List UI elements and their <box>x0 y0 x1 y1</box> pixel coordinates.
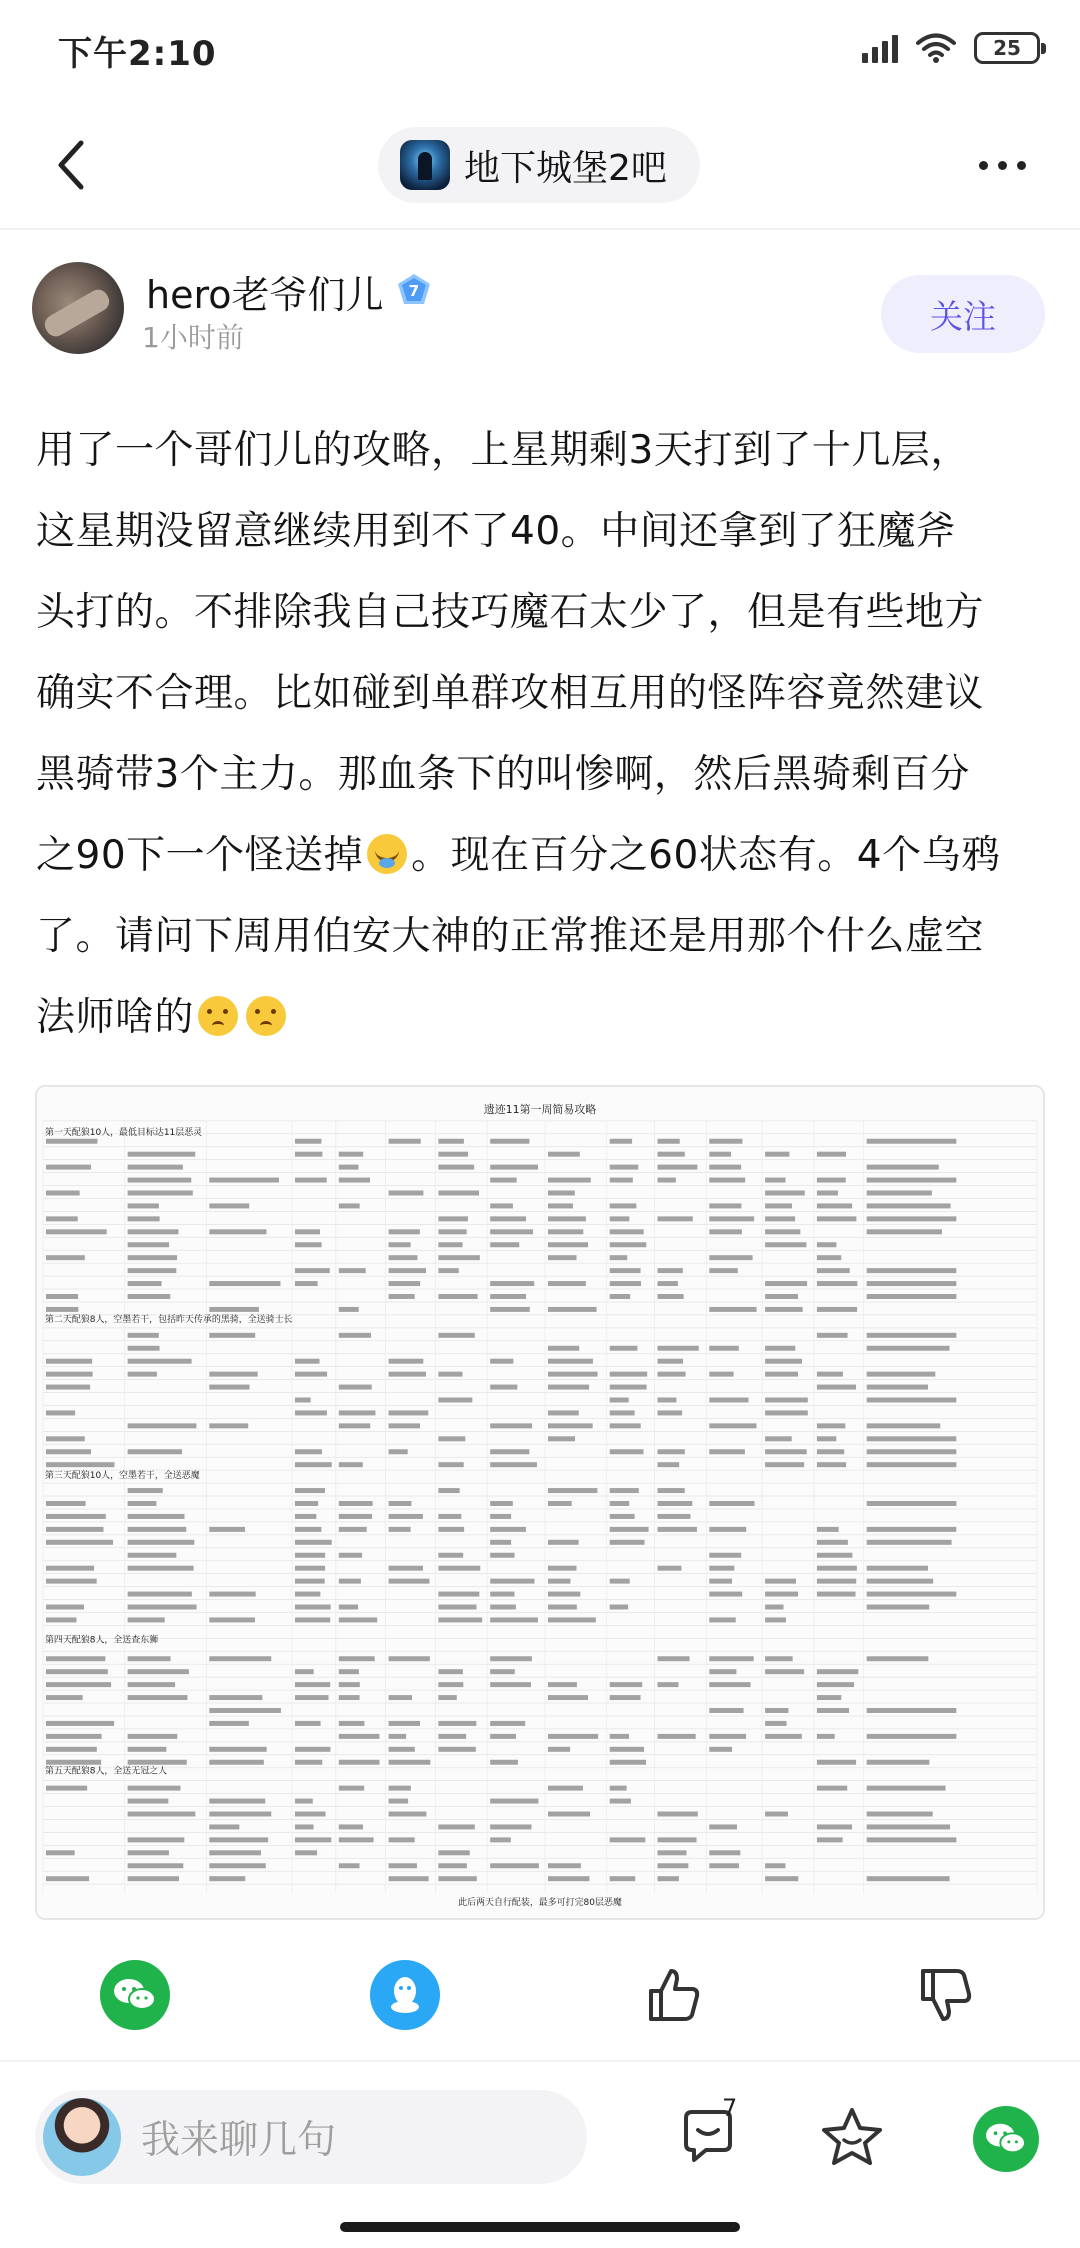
comment-count: 7 <box>722 2094 738 2122</box>
image-section-label: 第五天配狼8人，全送无冠之人 <box>44 1766 168 1777</box>
post-line: 确实不合理。比如碰到单群攻相互用的怪阵容竟然建议 <box>36 671 985 716</box>
comment-placeholder: 我来聊几句 <box>141 2118 337 2163</box>
post-line-part: 法师啥的 <box>36 995 195 1040</box>
post-image[interactable] <box>35 1085 1045 1920</box>
forum-name: 地下城堡2吧 <box>464 147 667 189</box>
follow-button[interactable]: 关注 <box>881 275 1045 353</box>
back-arrow-icon <box>53 139 89 191</box>
post-line: 用了一个哥们儿的攻略，上星期剩3天打到了十几层， <box>36 428 970 473</box>
post-line: 了。请问下周用伯安大神的正常推还是用那个什么虚空 <box>36 914 985 959</box>
image-section-label: 第二天配狼8人，空墨若干，包括昨天传承的黑骑，全送骑士长 <box>44 1314 293 1325</box>
post-time: 1小时前 <box>142 321 244 354</box>
image-grid <box>43 1121 1037 1893</box>
post-line-with-emoji <box>36 815 1046 896</box>
wechat-icon[interactable] <box>973 2106 1039 2172</box>
back-button[interactable] <box>36 130 106 200</box>
image-footer-label: 此后两天自行配装，最多可打完80层恶魔 <box>458 1898 622 1909</box>
post-line-with-emoji <box>36 977 1046 1058</box>
thumbs-up-icon[interactable] <box>638 1960 708 2030</box>
wechat-share-icon[interactable] <box>100 1960 170 2030</box>
qq-share-icon[interactable] <box>370 1960 440 2030</box>
shy-emoji <box>198 996 238 1036</box>
battery-icon <box>974 32 1040 64</box>
crying-emoji <box>367 834 407 874</box>
status-bar <box>0 0 1080 100</box>
post-line-part: 之90下一个怪送掉 <box>36 833 364 878</box>
author-name[interactable]: hero老爷们儿 <box>146 273 384 317</box>
level-number: 7 <box>408 282 420 300</box>
author-row <box>0 232 1080 382</box>
post-line: 头打的。不排除我自己技巧魔石太少了，但是有些地方 <box>36 590 985 635</box>
author-avatar[interactable] <box>32 262 124 354</box>
more-dots-icon[interactable] <box>962 138 1042 192</box>
strategy-table-image <box>37 1087 1043 1918</box>
status-icons <box>862 28 1040 68</box>
post-line: 这星期没留意继续用到不了40。中间还拿到了狂魔斧 <box>36 509 956 554</box>
image-title: 遗迹11第一周简易攻略 <box>483 1102 597 1116</box>
status-time: 下午2:10 <box>58 34 217 74</box>
shy-emoji <box>246 996 286 1036</box>
comment-input[interactable] <box>35 2090 587 2184</box>
forum-avatar <box>400 140 450 190</box>
my-avatar <box>43 2098 121 2176</box>
nav-bar <box>0 100 1080 230</box>
action-row <box>0 1960 1080 2070</box>
post-line: 黑骑带3个主力。那血条下的叫惨啊，然后黑骑剩百分 <box>36 752 970 797</box>
level-badge-icon <box>396 272 432 308</box>
battery-level: 25 <box>993 36 1021 60</box>
image-section-label: 第三天配狼10人，空墨若干，全送恶魔 <box>44 1471 200 1482</box>
image-section-label: 第一天配狼10人，最低目标达11层恶灵 <box>44 1127 203 1138</box>
image-section-label: 第四天配狼8人，全送查东狮 <box>44 1635 159 1646</box>
bottom-bar <box>0 2060 1080 2200</box>
post-line-part: 。现在百分之60状态有。4个乌鸦 <box>411 833 1001 878</box>
post-body <box>36 410 1046 1058</box>
home-indicator[interactable] <box>340 2222 740 2232</box>
favorite-star-icon[interactable] <box>820 2106 890 2176</box>
thumbs-down-icon[interactable] <box>910 1960 980 2030</box>
forum-pill[interactable] <box>378 127 700 203</box>
wifi-icon <box>916 32 956 64</box>
signal-icon <box>862 33 898 63</box>
comment-icon[interactable] <box>672 2094 752 2174</box>
